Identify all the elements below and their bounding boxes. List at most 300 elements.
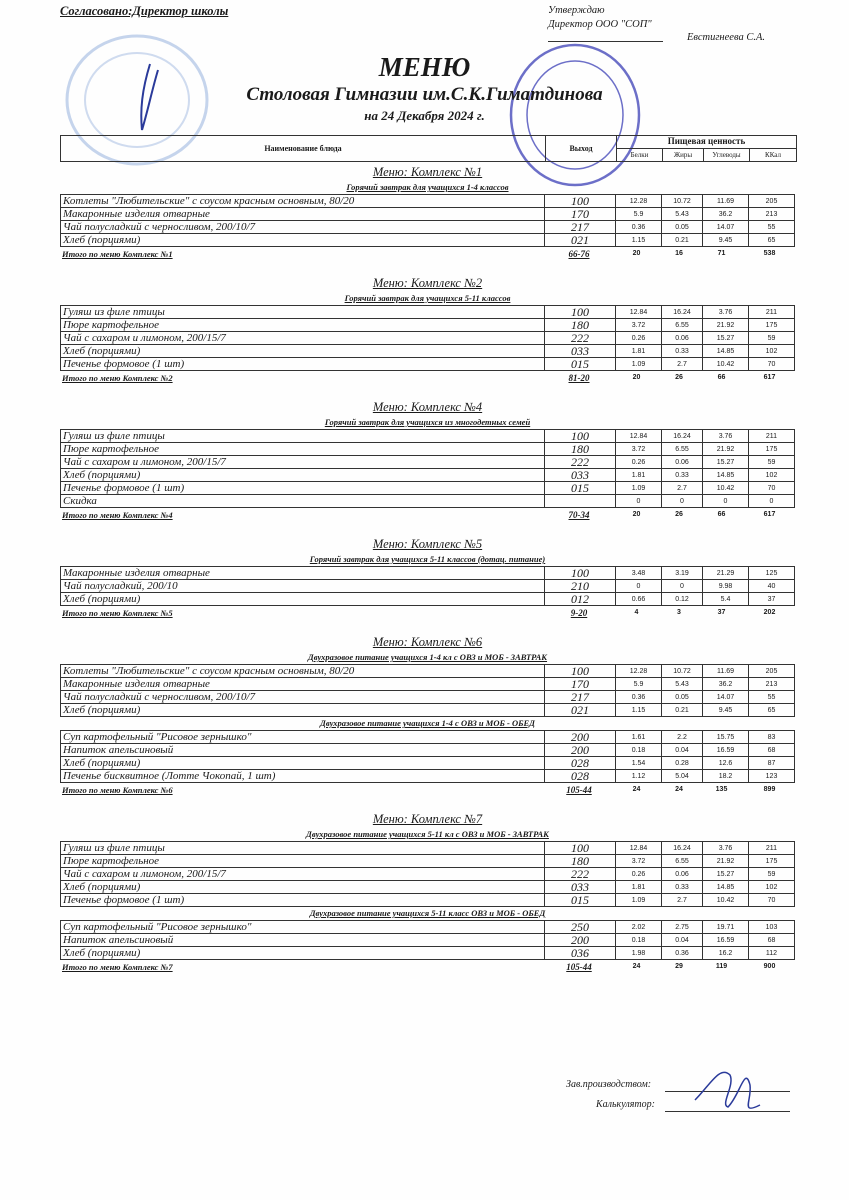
protein-value: 1.09 [616, 894, 662, 906]
table-row [61, 195, 794, 207]
protein-value: 0.26 [616, 456, 662, 468]
carbs-value: 0 [703, 495, 749, 507]
table-row [61, 731, 794, 743]
dish-name: Котлеты "Любительские" с соусом красным основным, 80/20 [61, 195, 545, 207]
fat-value: 0.04 [662, 744, 703, 756]
protein-value: 3.48 [616, 567, 662, 579]
dish-output: 210 [545, 580, 616, 592]
fat-value: 10.72 [662, 195, 703, 207]
group-title: Горячий завтрак для учащихся 5-11 классов [344, 293, 511, 303]
total-kcal-value: 617 [763, 374, 776, 381]
group-title: Двухразовое питание учащихся 5-11 кл с ОВЗ и МОБ - ЗАВТРАК [306, 829, 549, 839]
dish-output: 217 [545, 221, 616, 233]
carbs-value: 9.45 [703, 234, 749, 246]
carbs-value: 21.29 [703, 567, 749, 579]
table-row [61, 921, 794, 933]
fat-value: 0.21 [662, 704, 703, 716]
total-fat-value: 29 [675, 963, 683, 970]
kcal-value: 55 [767, 693, 776, 701]
dish-name: Хлеб (порциями) [61, 469, 545, 481]
dish-name: Напиток апельсиновый [61, 744, 545, 756]
total-protein-value: 20 [632, 511, 641, 518]
fat-value: 0.06 [662, 332, 703, 344]
fat-value: 6.55 [662, 319, 703, 331]
group-title: Горячий завтрак для учащихся из многодетных семей [324, 417, 531, 427]
fat-value: 0.33 [662, 881, 703, 893]
table-row [61, 880, 794, 893]
protein-value: 1.09 [616, 358, 662, 370]
kcal-value: 102 [765, 471, 778, 479]
menu-section [60, 274, 795, 384]
protein-value: 12.28 [616, 195, 662, 207]
fat-value: 2.7 [662, 894, 703, 906]
total-kcal-value: 899 [763, 786, 776, 793]
dish-output: 222 [545, 868, 616, 880]
kcal-value: 211 [765, 308, 778, 316]
carbs-value: 36.2 [703, 678, 749, 690]
carbs-value: 15.27 [703, 332, 749, 344]
fat-value: 16.24 [662, 430, 703, 442]
dish-name: Чай полусладкий с черносливом, 200/10/7 [61, 691, 545, 703]
protein-value: 0.26 [616, 868, 662, 880]
protein-value: 0 [616, 495, 662, 507]
kcal-value: 205 [765, 197, 778, 205]
fat-value: 16.24 [662, 306, 703, 318]
protein-value: 0.26 [616, 332, 662, 344]
total-dish-name: Итого по меню Комплекс №6 [62, 784, 173, 795]
kcal-value: 211 [765, 844, 778, 852]
dish-name: Скидка [61, 495, 545, 507]
calculator-signature-line [665, 1111, 790, 1112]
table-row [61, 867, 794, 880]
dish-output: 180 [545, 319, 616, 331]
fat-value: 16.24 [662, 842, 703, 854]
dish-output: 200 [545, 731, 616, 743]
total-carbs-value: 66 [717, 374, 726, 381]
table-row [61, 893, 794, 906]
dish-name: Печенье формовое (1 шт) [61, 482, 545, 494]
protein-value: 2.02 [616, 921, 662, 933]
kcal-value: 70 [767, 896, 776, 904]
header-protein: Белки [617, 149, 663, 161]
dish-name: Чай полусладкий, 200/10 [61, 580, 545, 592]
dish-output: 180 [545, 443, 616, 455]
carbs-value: 3.76 [703, 842, 749, 854]
carbs-value: 15.27 [703, 456, 749, 468]
menu-date: на 24 Декабря 2024 г. [364, 108, 485, 123]
fat-value: 2.2 [662, 731, 703, 743]
table-row [61, 430, 794, 442]
carbs-value: 18.2 [703, 770, 749, 782]
carbs-value: 10.42 [703, 482, 749, 494]
canteen-name: Столовая Гимназии им.С.К.Гиматдинова [246, 84, 603, 105]
total-protein-value: 24 [632, 963, 641, 970]
dish-output: 180 [545, 855, 616, 867]
table-row [61, 233, 794, 246]
group-title: Горячий завтрак для учащихся 5-11 классов (дотац. питание) [309, 554, 546, 564]
kcal-value: 125 [765, 569, 778, 577]
section-title: Меню: Комплекс №6 [372, 635, 483, 649]
production-head-signature-line [665, 1091, 790, 1092]
kcal-value: 59 [767, 334, 776, 342]
dish-output: 028 [545, 770, 616, 782]
menu-table [60, 194, 795, 247]
total-dish-output: 105-44 [566, 784, 592, 795]
total-row [60, 247, 795, 260]
total-kcal-value: 538 [763, 250, 776, 257]
total-kcal-value: 900 [763, 963, 776, 970]
dish-name: Напиток апельсиновый [61, 934, 545, 946]
table-row [61, 579, 794, 592]
dish-name: Суп картофельный "Рисовое зернышко" [61, 921, 545, 933]
total-protein-value: 4 [634, 609, 639, 616]
total-carbs-value: 135 [715, 786, 728, 793]
carbs-value: 3.76 [703, 306, 749, 318]
protein-value: 1.15 [616, 704, 662, 716]
table-row [61, 468, 794, 481]
signature-line [548, 41, 663, 42]
table-row [61, 318, 794, 331]
total-dish-output: 9-20 [570, 607, 588, 618]
total-fat-value: 24 [675, 786, 683, 793]
total-fat-value: 26 [675, 511, 683, 518]
carbs-value: 16.2 [703, 947, 749, 959]
carbs-value: 15.27 [703, 868, 749, 880]
protein-value: 0.66 [616, 593, 662, 605]
menu-section [60, 810, 795, 973]
dish-output: 200 [545, 934, 616, 946]
protein-value: 0.36 [616, 221, 662, 233]
fat-value: 3.19 [662, 567, 703, 579]
dish-output: 036 [545, 947, 616, 959]
carbs-value: 14.85 [703, 345, 749, 357]
kcal-value: 40 [767, 582, 776, 590]
menu-sections [60, 163, 795, 987]
dish-name: Пюре картофельное [61, 443, 545, 455]
protein-value: 1.81 [616, 345, 662, 357]
protein-value: 3.72 [616, 319, 662, 331]
kcal-value: 65 [767, 236, 776, 244]
total-fat-value: 3 [677, 609, 681, 616]
dish-output: 222 [545, 456, 616, 468]
approval-block [548, 4, 652, 32]
total-protein-value: 20 [632, 250, 641, 257]
dish-output: 100 [545, 430, 616, 442]
approver-position: Директор ООО "СОП" [548, 19, 652, 30]
protein-value: 0 [616, 580, 662, 592]
carbs-value: 12.6 [703, 757, 749, 769]
carbs-value: 16.59 [703, 744, 749, 756]
kcal-value: 175 [765, 445, 778, 453]
menu-table [60, 841, 795, 907]
agreed-label: Согласовано:Директор школы [60, 4, 229, 18]
fat-value: 0.12 [662, 593, 703, 605]
total-row [60, 606, 795, 619]
protein-value: 12.84 [616, 430, 662, 442]
director-name: Евстигнеева С.А. [687, 32, 765, 43]
section-title: Меню: Комплекс №7 [372, 812, 483, 826]
section-title: Меню: Комплекс №1 [372, 165, 483, 179]
dish-output: 170 [545, 208, 616, 220]
dish-output [545, 495, 616, 507]
carbs-value: 14.07 [703, 221, 749, 233]
section-title: Меню: Комплекс №4 [372, 400, 483, 414]
fat-value: 0.36 [662, 947, 703, 959]
fat-value: 0.28 [662, 757, 703, 769]
kcal-value: 205 [765, 667, 778, 675]
carbs-value: 14.85 [703, 881, 749, 893]
table-row [61, 946, 794, 959]
carbs-value: 11.69 [703, 665, 749, 677]
header-nutrition [617, 136, 796, 161]
protein-value: 3.72 [616, 443, 662, 455]
kcal-value: 102 [765, 347, 778, 355]
kcal-value: 59 [767, 870, 776, 878]
carbs-value: 16.59 [703, 934, 749, 946]
kcal-value: 70 [767, 484, 776, 492]
dish-name: Печенье бисквитное (Лотте Чокопай, 1 шт) [61, 770, 545, 782]
fat-value: 0.33 [662, 345, 703, 357]
dish-output: 217 [545, 691, 616, 703]
total-row [60, 783, 795, 796]
dish-output: 100 [545, 842, 616, 854]
dish-name: Чай полусладкий с черносливом, 200/10/7 [61, 221, 545, 233]
page-title: МЕНЮ [378, 52, 471, 82]
dish-output: 015 [545, 358, 616, 370]
menu-table [60, 920, 795, 960]
carbs-value: 10.42 [703, 358, 749, 370]
kcal-value: 123 [765, 772, 778, 780]
total-dish-name: Итого по меню Комплекс №5 [62, 607, 173, 618]
kcal-value: 59 [767, 458, 776, 466]
carbs-value: 9.98 [703, 580, 749, 592]
kcal-value: 70 [767, 360, 776, 368]
table-row [61, 756, 794, 769]
dish-name: Чай с сахаром и лимоном, 200/15/7 [61, 332, 545, 344]
header-name: Наименование блюда [61, 136, 546, 161]
menu-table [60, 566, 795, 606]
carbs-value: 21.92 [703, 443, 749, 455]
kcal-value: 55 [767, 223, 776, 231]
carbs-value: 10.42 [703, 894, 749, 906]
carbs-value: 9.45 [703, 704, 749, 716]
protein-value: 0.18 [616, 934, 662, 946]
group-title: Горячий завтрак для учащихся 1-4 классов [346, 182, 509, 192]
total-fat-value: 16 [675, 250, 683, 257]
group-title: Двухразовое питание учащихся 5-11 класс ОВЗ и МОБ - ОБЕД [309, 908, 546, 918]
total-dish-output: 81-20 [568, 372, 590, 383]
group-title: Двухразовое питание учащихся 1-4 кл с ОВЗ и МОБ - ЗАВТРАК [307, 652, 548, 662]
dish-name: Макаронные изделия отварные [61, 678, 545, 690]
kcal-value: 175 [765, 857, 778, 865]
header-kcal: ККал [765, 151, 781, 159]
total-fat-value: 26 [675, 374, 683, 381]
dish-name: Чай с сахаром и лимоном, 200/15/7 [61, 456, 545, 468]
header-carbs: Углеводы [704, 149, 750, 161]
protein-value: 0.18 [616, 744, 662, 756]
total-dish-output: 105-44 [566, 961, 592, 972]
protein-value: 12.28 [616, 665, 662, 677]
table-row [61, 703, 794, 716]
table-row [61, 481, 794, 494]
protein-value: 5.9 [616, 208, 662, 220]
kcal-value: 213 [765, 210, 778, 218]
dish-name: Печенье формовое (1 шт) [61, 894, 545, 906]
fat-value: 6.55 [662, 855, 703, 867]
dish-name: Гуляш из филе птицы [61, 430, 545, 442]
fat-value: 5.04 [662, 770, 703, 782]
dish-output: 200 [545, 744, 616, 756]
dish-name: Макаронные изделия отварные [61, 208, 545, 220]
header-output: Выход [546, 136, 617, 161]
table-row [61, 677, 794, 690]
production-head-label: Зав.производством: [566, 1079, 652, 1090]
header-nutrition-title: Пищевая ценность [617, 136, 796, 149]
dish-output: 100 [545, 195, 616, 207]
total-dish-name: Итого по меню Комплекс №7 [62, 961, 173, 972]
kcal-value: 0 [769, 497, 774, 505]
dish-output: 100 [545, 665, 616, 677]
protein-value: 0.36 [616, 691, 662, 703]
dish-name: Хлеб (порциями) [61, 947, 545, 959]
menu-table [60, 730, 795, 783]
fat-value: 0.06 [662, 456, 703, 468]
total-row [60, 960, 795, 973]
kcal-value: 37 [767, 595, 776, 603]
protein-value: 12.84 [616, 306, 662, 318]
table-row [61, 933, 794, 946]
total-protein-value: 20 [632, 374, 641, 381]
table-row [61, 207, 794, 220]
protein-value: 1.98 [616, 947, 662, 959]
dish-output: 015 [545, 482, 616, 494]
menu-section [60, 163, 795, 260]
kcal-value: 68 [767, 746, 776, 754]
kcal-value: 213 [765, 680, 778, 688]
kcal-value: 102 [765, 883, 778, 891]
table-row [61, 854, 794, 867]
table-row [61, 592, 794, 605]
table-row [61, 306, 794, 318]
kcal-value: 112 [765, 949, 778, 957]
protein-value: 1.12 [616, 770, 662, 782]
total-protein-value: 24 [632, 786, 641, 793]
fat-value: 2.75 [662, 921, 703, 933]
dish-name: Хлеб (порциями) [61, 757, 545, 769]
carbs-value: 5.4 [703, 593, 749, 605]
fat-value: 5.43 [662, 208, 703, 220]
table-row [61, 567, 794, 579]
dish-name: Хлеб (порциями) [61, 704, 545, 716]
protein-value: 1.81 [616, 881, 662, 893]
dish-name: Пюре картофельное [61, 319, 545, 331]
kcal-value: 83 [767, 733, 776, 741]
total-dish-output: 70-34 [568, 509, 590, 520]
dish-name: Хлеб (порциями) [61, 593, 545, 605]
carbs-value: 15.75 [703, 731, 749, 743]
table-row [61, 690, 794, 703]
total-kcal-value: 617 [763, 511, 776, 518]
total-row [60, 371, 795, 384]
table-header [60, 135, 797, 162]
group-title: Двухразовое питание учащихся 1-4 с ОВЗ и МОБ - ОБЕД [320, 718, 535, 728]
dish-name: Пюре картофельное [61, 855, 545, 867]
dish-name: Макаронные изделия отварные [61, 567, 545, 579]
fat-value: 10.72 [662, 665, 703, 677]
total-dish-name: Итого по меню Комплекс №1 [62, 248, 173, 259]
dish-output: 015 [545, 894, 616, 906]
table-row [61, 665, 794, 677]
section-title: Меню: Комплекс №5 [372, 537, 483, 551]
kcal-value: 65 [767, 706, 776, 714]
protein-value: 12.84 [616, 842, 662, 854]
dish-name: Хлеб (порциями) [61, 881, 545, 893]
total-dish-output: 66-76 [568, 248, 590, 259]
fat-value: 5.43 [662, 678, 703, 690]
dish-output: 100 [545, 567, 616, 579]
carbs-value: 19.71 [703, 921, 749, 933]
dish-output: 012 [545, 593, 616, 605]
kcal-value: 175 [765, 321, 778, 329]
menu-section [60, 535, 795, 619]
carbs-value: 14.07 [703, 691, 749, 703]
menu-section [60, 633, 795, 796]
dish-output: 250 [545, 921, 616, 933]
table-row [61, 842, 794, 854]
menu-section [60, 398, 795, 521]
dish-output: 033 [545, 469, 616, 481]
menu-table [60, 664, 795, 717]
carbs-value: 21.92 [703, 319, 749, 331]
fat-value: 0.06 [662, 868, 703, 880]
carbs-value: 21.92 [703, 855, 749, 867]
fat-value: 0 [662, 495, 703, 507]
dish-output: 028 [545, 757, 616, 769]
protein-value: 1.61 [616, 731, 662, 743]
dish-name: Гуляш из филе птицы [61, 842, 545, 854]
dish-output: 033 [545, 881, 616, 893]
table-row [61, 442, 794, 455]
protein-value: 3.72 [616, 855, 662, 867]
dish-name: Суп картофельный "Рисовое зернышко" [61, 731, 545, 743]
dish-name: Котлеты "Любительские" с соусом красным основным, 80/20 [61, 665, 545, 677]
fat-value: 6.55 [662, 443, 703, 455]
table-row [61, 769, 794, 782]
protein-value: 1.54 [616, 757, 662, 769]
total-carbs-value: 37 [717, 609, 726, 616]
dish-output: 170 [545, 678, 616, 690]
dish-output: 033 [545, 345, 616, 357]
dish-name: Чай с сахаром и лимоном, 200/15/7 [61, 868, 545, 880]
fat-value: 0 [662, 580, 703, 592]
dish-output: 100 [545, 306, 616, 318]
total-row [60, 508, 795, 521]
table-row [61, 494, 794, 507]
table-row [61, 220, 794, 233]
section-title: Меню: Комплекс №2 [372, 276, 483, 290]
fat-value: 0.33 [662, 469, 703, 481]
total-dish-name: Итого по меню Комплекс №4 [62, 509, 173, 520]
carbs-value: 3.76 [703, 430, 749, 442]
kcal-value: 103 [765, 923, 778, 931]
total-carbs-value: 119 [715, 963, 728, 970]
total-kcal-value: 202 [763, 609, 776, 616]
protein-value: 1.15 [616, 234, 662, 246]
protein-value: 1.81 [616, 469, 662, 481]
table-row [61, 344, 794, 357]
table-row [61, 357, 794, 370]
dish-output: 021 [545, 234, 616, 246]
